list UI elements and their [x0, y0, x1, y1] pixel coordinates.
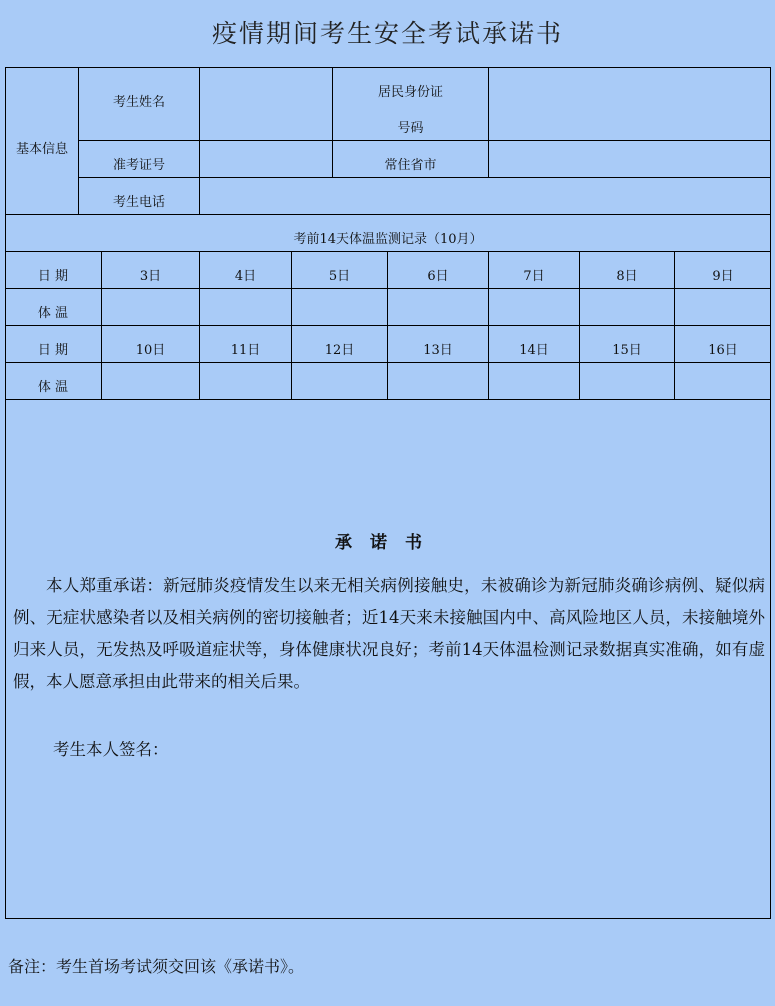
grid-line: [5, 325, 771, 326]
temperature-field[interactable]: [292, 289, 387, 325]
residence-field[interactable]: [489, 141, 771, 177]
date-cell: 4日: [234, 268, 257, 284]
temperature-field[interactable]: [102, 289, 199, 325]
date-cell: 6日: [427, 268, 449, 284]
id-number-field[interactable]: [489, 67, 771, 140]
temperature-field[interactable]: [200, 363, 291, 399]
id-number-label-line2: 号码: [397, 120, 424, 136]
residence-label: 常住省市: [384, 157, 437, 173]
temperature-field[interactable]: [580, 363, 674, 399]
temperature-field[interactable]: [292, 363, 387, 399]
signature-label: 考生本人签名：: [53, 740, 169, 759]
date-cell: 14日: [519, 342, 549, 358]
date-cell: 5日: [328, 268, 351, 284]
footer-note: 备注：考生首场考试须交回该《承诺书》。: [8, 957, 305, 976]
date-cell: 8日: [616, 268, 638, 284]
date-cell: 13日: [423, 342, 453, 358]
temperature-label: 体 温: [37, 305, 69, 321]
date-cell: 7日: [523, 268, 545, 284]
date-cell: 9日: [712, 268, 734, 284]
temperature-field[interactable]: [388, 289, 488, 325]
grid-line: [78, 140, 200, 141]
pledge-title: 承诺书: [335, 533, 440, 553]
temperature-field[interactable]: [580, 289, 674, 325]
temperature-field[interactable]: [489, 289, 579, 325]
date-cell: 16日: [708, 342, 738, 358]
name-field[interactable]: [200, 67, 332, 140]
temperature-field[interactable]: [388, 363, 488, 399]
grid-line: [5, 399, 771, 400]
temperature-field[interactable]: [675, 289, 771, 325]
pledge-body: 本人郑重承诺：新冠肺炎疫情发生以来无相关病例接触史，未被确诊为新冠肺炎确诊病例、疑似病例、无症状感染者以及相关病例的密切接触者；近14天来未接触国内中、高风险地区人员，未接触境外归来人员，无发热及呼吸道症状等，身体健康状况良好；考前14天体温检测记录数据真实准确，如有虚假，本人愿意承担由此带来的相关后果。: [13, 576, 765, 691]
phone-field[interactable]: [200, 178, 771, 214]
temperature-field[interactable]: [200, 289, 291, 325]
temperature-field[interactable]: [489, 363, 579, 399]
id-number-label-line1: 居民身份证: [377, 84, 443, 100]
date-cell: 15日: [612, 342, 642, 358]
document-title: 疫情期间考生安全考试承诺书: [211, 19, 563, 48]
name-label: 考生姓名: [112, 95, 165, 111]
temperature-field[interactable]: [675, 363, 771, 399]
date-label: 日 期: [37, 268, 69, 284]
ticket-number-label: 准考证号: [112, 157, 165, 173]
temperature-field[interactable]: [102, 363, 199, 399]
date-label: 日 期: [37, 342, 69, 358]
phone-label: 考生电话: [112, 194, 165, 210]
date-cell: 3日: [139, 268, 162, 284]
date-cell: 12日: [324, 342, 355, 358]
date-cell: 11日: [230, 342, 261, 358]
date-cell: 10日: [135, 342, 166, 358]
basic-info-section-label: 基本信息: [15, 142, 68, 157]
temperature-label: 体 温: [37, 379, 69, 395]
temperature-section-title: 考前14天体温监测记录（10月）: [293, 231, 483, 247]
ticket-number-field[interactable]: [200, 141, 332, 177]
